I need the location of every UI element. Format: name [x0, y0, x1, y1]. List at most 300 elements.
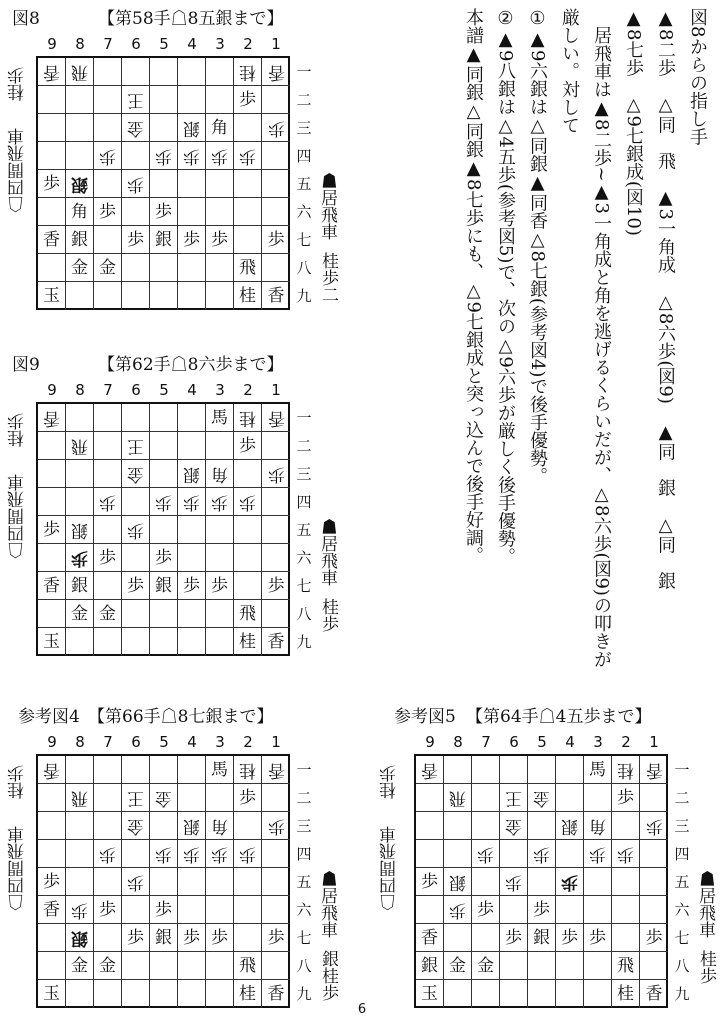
gote-piece: 角	[211, 816, 228, 836]
board-square	[206, 868, 234, 896]
board-square	[234, 404, 262, 432]
board-square	[612, 896, 640, 924]
board-square	[122, 114, 150, 142]
rank-label: 一	[296, 761, 312, 779]
board-square	[556, 896, 584, 924]
board-square	[178, 198, 206, 226]
gote-piece: 歩	[211, 146, 228, 166]
sente-piece: 歩	[267, 928, 285, 948]
rank-label: 八	[296, 259, 312, 277]
board-square	[38, 254, 66, 282]
board-square	[472, 952, 500, 980]
board-square	[66, 142, 94, 170]
gote-piece: 飛	[71, 788, 88, 808]
board-square	[472, 980, 500, 1008]
board-square	[66, 896, 94, 924]
board-square	[584, 868, 612, 896]
board-square	[66, 812, 94, 840]
file-label: 4	[187, 381, 197, 399]
sente-piece: 銀	[155, 576, 172, 596]
board-square	[612, 756, 640, 784]
sente-piece: 桂	[617, 984, 634, 1004]
sente-piece: 歩	[617, 788, 634, 808]
gote-piece: 香	[43, 62, 60, 82]
board-square	[66, 114, 94, 142]
board-square	[122, 924, 150, 952]
board-square	[206, 460, 234, 488]
board-square	[416, 840, 444, 868]
board-square	[416, 784, 444, 812]
sente-piece: 歩	[505, 928, 522, 948]
board-square	[206, 516, 234, 544]
board-square	[234, 282, 262, 310]
board-square	[38, 628, 66, 656]
file-label: 2	[243, 733, 253, 751]
commentary-moves-1: ▲8二歩 △同 飛 ▲3一角成 △8六歩(図9) ▲同 銀 △同 銀	[655, 8, 676, 590]
board-square	[262, 516, 290, 544]
sente-piece: 香	[267, 984, 285, 1004]
sente-piece: 香	[43, 576, 60, 596]
board-square	[262, 812, 290, 840]
gote-piece: 歩	[155, 844, 172, 864]
sente-pieces-in-hand: 銀桂歩	[318, 950, 338, 1001]
board-square	[122, 600, 150, 628]
gote-piece: 王	[505, 788, 522, 808]
gote-piece: 歩	[505, 872, 522, 892]
file-label: 5	[537, 733, 547, 751]
sente-piece: 角	[71, 202, 88, 222]
gote-piece: 歩	[211, 844, 228, 864]
sente-piece: 香	[645, 984, 663, 1004]
rank-label: 六	[674, 901, 690, 919]
board-square	[472, 868, 500, 896]
board-square	[262, 488, 290, 516]
board-square	[94, 516, 122, 544]
board-square	[640, 812, 668, 840]
sente-piece: 歩	[239, 788, 256, 808]
board-square	[262, 198, 290, 226]
file-label: 9	[47, 733, 57, 751]
board-square	[122, 170, 150, 198]
board-square	[122, 86, 150, 114]
board-square	[444, 896, 472, 924]
board-square	[38, 756, 66, 784]
board-square	[150, 628, 178, 656]
gote-piece: 歩	[477, 844, 494, 864]
board-square	[206, 784, 234, 812]
file-labels	[414, 732, 668, 752]
diagram-fig8	[0, 0, 340, 330]
file-label: 4	[565, 733, 575, 751]
rank-label: 一	[296, 409, 312, 427]
board-square	[38, 812, 66, 840]
board-square	[66, 544, 94, 572]
board-square	[444, 784, 472, 812]
board-square	[206, 432, 234, 460]
board-square	[206, 756, 234, 784]
gote-piece: 金	[155, 788, 172, 808]
board-square	[94, 488, 122, 516]
board-square	[94, 114, 122, 142]
sente-piece: 金	[99, 604, 116, 624]
gote-player-label: ☖四間飛車	[8, 128, 28, 214]
board-square	[206, 254, 234, 282]
board-square	[262, 544, 290, 572]
board-square	[640, 868, 668, 896]
rank-label: 八	[296, 957, 312, 975]
gote-piece: 歩	[561, 872, 578, 892]
sente-piece: 馬	[211, 760, 228, 780]
board-square	[556, 840, 584, 868]
board-square	[66, 488, 94, 516]
board-square	[66, 868, 94, 896]
sente-piece: 香	[43, 900, 60, 920]
board-square	[444, 812, 472, 840]
diagram-title: 図9	[12, 355, 40, 375]
gote-piece: 香	[267, 760, 285, 780]
rank-label: 三	[296, 465, 312, 483]
commentary-para1-line1: 居飛車は▲8二歩~▲3一角成と角を逃げるくらいだが、△8六歩(図9)の叩きが	[591, 8, 612, 668]
file-label: 7	[103, 381, 113, 399]
sente-piece: 歩	[43, 872, 60, 892]
rank-label: 七	[296, 929, 312, 947]
board-square	[122, 142, 150, 170]
rank-label: 三	[296, 817, 312, 835]
board-square	[584, 980, 612, 1008]
gote-piece: 歩	[183, 492, 200, 512]
board-square	[38, 58, 66, 86]
board-square	[234, 980, 262, 1008]
rank-label: 六	[296, 549, 312, 567]
gote-piece: 銀	[183, 464, 200, 484]
board-square	[38, 896, 66, 924]
board-square	[122, 756, 150, 784]
rank-label: 一	[674, 761, 690, 779]
shogi-board	[36, 56, 290, 310]
board-square	[150, 488, 178, 516]
file-label: 9	[425, 733, 435, 751]
board-square	[262, 282, 290, 310]
board-square	[94, 460, 122, 488]
file-label: 8	[75, 381, 85, 399]
gote-piece: 銀	[183, 816, 200, 836]
gote-piece: 歩	[183, 146, 200, 166]
board-square	[178, 516, 206, 544]
board-square	[234, 58, 262, 86]
board-square	[150, 952, 178, 980]
board-square	[94, 980, 122, 1008]
board-square	[38, 980, 66, 1008]
gote-piece: 香	[43, 408, 60, 428]
file-label: 6	[131, 381, 141, 399]
diagram-caption: 【第58手☖8五銀まで】	[98, 9, 284, 29]
board-square	[444, 924, 472, 952]
sente-piece: 歩	[127, 230, 144, 250]
rank-label: 九	[296, 985, 312, 1003]
board-square	[528, 812, 556, 840]
diagram-caption: 【第66手☖8七銀まで】	[88, 707, 274, 727]
board-square	[38, 198, 66, 226]
board-square	[122, 784, 150, 812]
board-square	[66, 924, 94, 952]
board-square	[94, 756, 122, 784]
rank-label: 三	[296, 119, 312, 137]
gote-piece: 桂	[617, 760, 634, 780]
board-square	[556, 980, 584, 1008]
board-square	[38, 572, 66, 600]
board-square	[94, 600, 122, 628]
board-square	[500, 924, 528, 952]
board-square	[234, 924, 262, 952]
board-square	[612, 952, 640, 980]
gote-piece: 金	[127, 816, 144, 836]
board-square	[206, 840, 234, 868]
board-square	[234, 840, 262, 868]
board-square	[94, 226, 122, 254]
rank-label: 七	[296, 577, 312, 595]
gote-piece: 歩	[267, 118, 285, 138]
sente-piece: 歩	[561, 928, 578, 948]
board-square	[66, 952, 94, 980]
commentary-para2: ①▲9六銀は△同銀▲同香△8七銀(参考図4)で後手優勢。	[527, 8, 548, 486]
board-square	[38, 924, 66, 952]
board-square	[262, 572, 290, 600]
file-label: 8	[75, 733, 85, 751]
board-square	[262, 114, 290, 142]
board-square	[640, 896, 668, 924]
board-square	[584, 952, 612, 980]
gote-piece: 歩	[183, 844, 200, 864]
gote-piece: 王	[127, 90, 144, 110]
rank-label: 五	[296, 521, 312, 539]
sente-piece: 角	[211, 118, 228, 138]
sente-piece: 桂	[239, 984, 256, 1004]
rank-label: 九	[296, 633, 312, 651]
sente-pieces-in-hand: 桂歩二	[318, 252, 338, 303]
board-square	[66, 432, 94, 460]
file-label: 8	[453, 733, 463, 751]
board-square	[150, 516, 178, 544]
board-square	[150, 254, 178, 282]
diagram-ref5	[372, 704, 717, 1024]
board-square	[584, 784, 612, 812]
board-square	[500, 896, 528, 924]
board-square	[178, 114, 206, 142]
board-square	[38, 142, 66, 170]
rank-label: 七	[296, 231, 312, 249]
board-square	[38, 226, 66, 254]
gote-piece: 歩	[99, 492, 116, 512]
board-square	[206, 980, 234, 1008]
board-square	[528, 980, 556, 1008]
gote-piece: 歩	[239, 844, 256, 864]
gote-piece: 歩	[127, 174, 144, 194]
board-square	[234, 572, 262, 600]
board-square	[416, 812, 444, 840]
shogi-board	[36, 754, 290, 1008]
board-square	[122, 282, 150, 310]
file-label: 3	[215, 35, 225, 53]
rank-label: 五	[296, 873, 312, 891]
gote-piece: 角	[589, 816, 606, 836]
file-label: 5	[159, 733, 169, 751]
sente-piece: 歩	[43, 520, 60, 540]
board-square	[38, 86, 66, 114]
commentary-para3: ②▲9八銀は△4五歩(参考図5)で、次の△9六歩が厳しく後手優勢。	[495, 8, 516, 566]
sente-piece: 歩	[211, 928, 228, 948]
rank-label: 四	[296, 147, 312, 165]
board-square	[122, 432, 150, 460]
file-label: 9	[47, 35, 57, 53]
sente-piece: 歩	[589, 928, 606, 948]
commentary-moves-2: ▲8七歩 △9七銀成(図10)	[623, 8, 644, 236]
diagram-title: 参考図5	[394, 707, 456, 727]
board-square	[94, 432, 122, 460]
board-square	[584, 840, 612, 868]
gote-player-label: ☖四間飛車	[380, 826, 400, 912]
board-square	[444, 980, 472, 1008]
board-square	[472, 784, 500, 812]
gote-piece: 香	[421, 760, 438, 780]
board-square	[38, 432, 66, 460]
board-square	[150, 980, 178, 1008]
file-label: 5	[159, 35, 169, 53]
gote-piece: 桂	[239, 760, 256, 780]
gote-piece: 飛	[449, 788, 466, 808]
board-square	[66, 254, 94, 282]
board-square	[612, 924, 640, 952]
board-square	[94, 896, 122, 924]
board-square	[122, 868, 150, 896]
gote-piece: 王	[127, 788, 144, 808]
gote-piece: 香	[43, 760, 60, 780]
gote-piece: 歩	[645, 816, 663, 836]
board-square	[150, 170, 178, 198]
board-square	[262, 952, 290, 980]
sente-piece: 桂	[239, 286, 256, 306]
board-square	[262, 432, 290, 460]
sente-piece: 銀	[155, 230, 172, 250]
board-square	[234, 254, 262, 282]
rank-label: 二	[296, 789, 312, 807]
board-square	[640, 840, 668, 868]
gote-piece: 銀	[561, 816, 578, 836]
sente-piece: 金	[477, 956, 494, 976]
board-square	[206, 628, 234, 656]
board-square	[528, 756, 556, 784]
gote-piece: 歩	[239, 492, 256, 512]
board-square	[234, 432, 262, 460]
board-square	[234, 198, 262, 226]
diagram-caption: 【第64手☖4五歩まで】	[466, 707, 652, 727]
board-square	[444, 840, 472, 868]
board-square	[178, 812, 206, 840]
board-square	[150, 784, 178, 812]
board-square	[262, 170, 290, 198]
board-square	[500, 756, 528, 784]
board-square	[122, 952, 150, 980]
gote-piece: 飛	[71, 62, 88, 82]
board-square	[178, 980, 206, 1008]
gote-piece: 歩	[589, 844, 606, 864]
board-square	[234, 628, 262, 656]
board-square	[500, 868, 528, 896]
board-square	[94, 868, 122, 896]
board-square	[122, 254, 150, 282]
board-square	[122, 198, 150, 226]
commentary-heading: 図8からの指し手	[687, 8, 708, 146]
board-square	[206, 282, 234, 310]
sente-pieces-in-hand: 桂歩	[318, 598, 338, 632]
sente-piece: 香	[421, 928, 438, 948]
sente-piece: 玉	[43, 286, 60, 306]
diagram-title: 図8	[12, 9, 40, 29]
commentary	[456, 8, 712, 708]
board-square	[500, 812, 528, 840]
board-square	[206, 142, 234, 170]
board-square	[122, 516, 150, 544]
board-square	[122, 488, 150, 516]
board-square	[150, 58, 178, 86]
rank-label: 六	[296, 901, 312, 919]
board-square	[472, 924, 500, 952]
gote-piece: 金	[533, 788, 550, 808]
board-square	[206, 114, 234, 142]
board-square	[472, 812, 500, 840]
board-square	[178, 86, 206, 114]
gote-pieces-in-hand: 桂歩	[8, 67, 28, 101]
board-square	[206, 226, 234, 254]
board-square	[122, 840, 150, 868]
board-square	[38, 544, 66, 572]
sente-piece: 銀	[71, 576, 88, 596]
gote-piece: 歩	[617, 844, 634, 864]
file-label: 6	[131, 35, 141, 53]
gote-piece: 金	[127, 464, 144, 484]
board-square	[150, 198, 178, 226]
board-square	[206, 404, 234, 432]
board-square	[206, 170, 234, 198]
sente-piece: 香	[267, 632, 285, 652]
sente-piece: 歩	[127, 576, 144, 596]
board-square	[234, 896, 262, 924]
board-square	[178, 404, 206, 432]
board-square	[640, 980, 668, 1008]
rank-label: 二	[296, 91, 312, 109]
board-square	[528, 924, 556, 952]
board-square	[38, 114, 66, 142]
board-square	[150, 924, 178, 952]
board-square	[94, 254, 122, 282]
board-square	[640, 924, 668, 952]
board-square	[150, 86, 178, 114]
board-square	[234, 516, 262, 544]
board-square	[150, 600, 178, 628]
sente-piece: 金	[99, 258, 116, 278]
rank-label: 三	[674, 817, 690, 835]
board-square	[178, 226, 206, 254]
board-square	[612, 980, 640, 1008]
diagram-fig9	[0, 352, 340, 682]
sente-piece: 飛	[239, 604, 256, 624]
board-square	[150, 840, 178, 868]
board-square	[38, 952, 66, 980]
board-square	[556, 784, 584, 812]
rank-label: 八	[296, 605, 312, 623]
board-square	[94, 840, 122, 868]
rank-label: 五	[296, 175, 312, 193]
board-square	[94, 784, 122, 812]
